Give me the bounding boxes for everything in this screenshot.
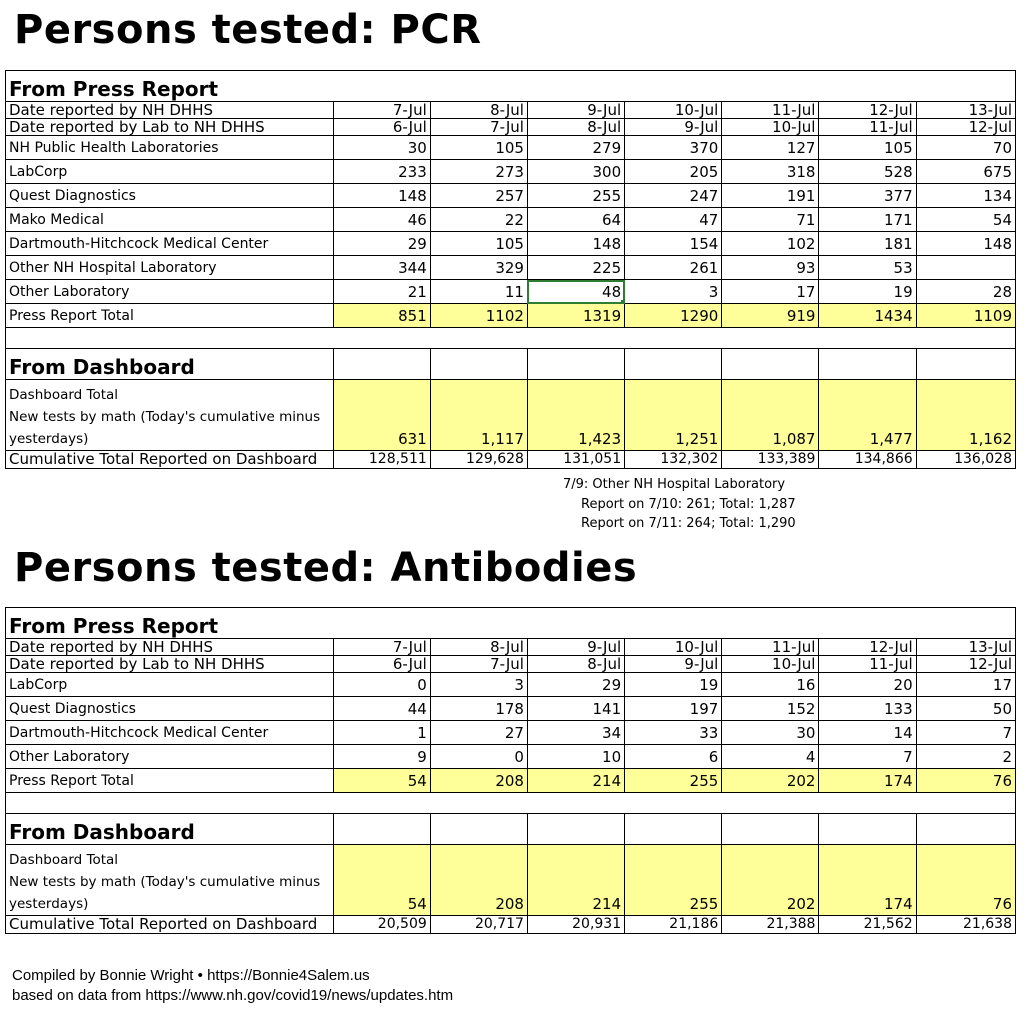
dashboard-total-row xyxy=(6,380,1016,451)
cumulative-cell[interactable]: 128,511 xyxy=(333,451,430,469)
data-cell[interactable]: 44 xyxy=(333,697,430,721)
data-cell[interactable]: 148 xyxy=(527,232,624,256)
row-label[interactable]: Other Laboratory xyxy=(6,745,334,769)
data-cell[interactable]: 318 xyxy=(722,160,819,184)
data-cell[interactable]: 105 xyxy=(430,136,527,160)
blank-row xyxy=(6,793,1016,814)
data-cell[interactable]: 279 xyxy=(527,136,624,160)
data-cell[interactable]: 71 xyxy=(722,208,819,232)
date-cell[interactable]: 11-Jul xyxy=(722,102,819,119)
date-cell[interactable]: 11-Jul xyxy=(819,119,916,136)
row-label[interactable]: Date reported by NH DHHS xyxy=(6,102,334,119)
cumulative-cell[interactable]: 21,186 xyxy=(625,916,722,934)
dashboard-cell[interactable]: 255 xyxy=(625,845,722,916)
section-header-row xyxy=(6,608,1016,639)
data-cell[interactable]: 273 xyxy=(430,160,527,184)
row-label[interactable]: Date reported by Lab to NH DHHS xyxy=(6,656,334,673)
blank-cell[interactable] xyxy=(6,793,1016,814)
data-cell[interactable]: 22 xyxy=(430,208,527,232)
data-cell[interactable]: 48 xyxy=(527,280,624,304)
section-header-row xyxy=(6,349,1016,380)
data-cell[interactable]: 64 xyxy=(527,208,624,232)
date-cell[interactable]: 10-Jul xyxy=(625,639,722,656)
date-cell[interactable]: 9-Jul xyxy=(625,656,722,673)
data-cell[interactable]: 70 xyxy=(916,136,1015,160)
empty-cell[interactable] xyxy=(625,814,722,845)
data-cell[interactable]: 152 xyxy=(722,697,819,721)
note-line: Report on 7/10: 261; Total: 1,287 xyxy=(581,496,796,512)
cumulative-cell[interactable]: 20,509 xyxy=(333,916,430,934)
lab-row xyxy=(6,745,1016,769)
total-cell[interactable]: 76 xyxy=(916,769,1015,793)
total-cell[interactable]: 1319 xyxy=(527,304,624,328)
data-cell[interactable]: 30 xyxy=(722,721,819,745)
dashboard-cell[interactable]: 1,117 xyxy=(430,380,527,451)
row-label[interactable]: Dartmouth-Hitchcock Medical Center xyxy=(6,232,334,256)
cumulative-cell[interactable]: 21,388 xyxy=(722,916,819,934)
data-cell[interactable]: 54 xyxy=(916,208,1015,232)
date-cell[interactable]: 8-Jul xyxy=(527,656,624,673)
data-cell[interactable]: 14 xyxy=(819,721,916,745)
dashboard-cell[interactable]: 76 xyxy=(916,845,1015,916)
data-cell[interactable]: 10 xyxy=(527,745,624,769)
lab-row xyxy=(6,256,1016,280)
empty-cell[interactable] xyxy=(527,349,624,380)
row-label-line: yesterdays) xyxy=(9,431,89,447)
row-label[interactable]: NH Public Health Laboratories xyxy=(6,136,334,160)
data-cell[interactable]: 261 xyxy=(625,256,722,280)
pcr-title: Persons tested: PCR xyxy=(14,7,482,53)
empty-cell[interactable] xyxy=(625,349,722,380)
total-cell[interactable]: 1109 xyxy=(916,304,1015,328)
data-cell[interactable]: 30 xyxy=(333,136,430,160)
data-cell[interactable]: 93 xyxy=(722,256,819,280)
row-label[interactable]: LabCorp xyxy=(6,160,334,184)
cumulative-cell[interactable]: 129,628 xyxy=(430,451,527,469)
row-label[interactable]: Cumulative Total Reported on Dashboard xyxy=(6,916,334,934)
data-cell[interactable]: 191 xyxy=(722,184,819,208)
date-cell[interactable]: 11-Jul xyxy=(819,656,916,673)
empty-cell[interactable] xyxy=(722,349,819,380)
total-cell[interactable]: 214 xyxy=(527,769,624,793)
row-label[interactable]: Mako Medical xyxy=(6,208,334,232)
date-cell[interactable]: 10-Jul xyxy=(722,119,819,136)
blank-row xyxy=(6,328,1016,349)
date-cell[interactable]: 7-Jul xyxy=(333,102,430,119)
total-cell[interactable]: 174 xyxy=(819,769,916,793)
data-cell[interactable]: 141 xyxy=(527,697,624,721)
date-cell[interactable]: 7-Jul xyxy=(430,119,527,136)
total-cell[interactable]: 202 xyxy=(722,769,819,793)
empty-cell[interactable] xyxy=(333,349,430,380)
dashboard-cell[interactable]: 1,162 xyxy=(916,380,1015,451)
dashboard-cell[interactable]: 1,423 xyxy=(527,380,624,451)
lab-row xyxy=(6,697,1016,721)
total-row xyxy=(6,304,1016,328)
dashboard-cell[interactable]: 54 xyxy=(333,845,430,916)
data-cell[interactable] xyxy=(916,256,1015,280)
row-label[interactable]: Cumulative Total Reported on Dashboard xyxy=(6,451,334,469)
cumulative-cell[interactable]: 20,931 xyxy=(527,916,624,934)
lab-row xyxy=(6,280,1016,304)
data-cell[interactable]: 127 xyxy=(722,136,819,160)
date-cell[interactable]: 11-Jul xyxy=(722,639,819,656)
data-cell[interactable]: 178 xyxy=(430,697,527,721)
empty-cell[interactable] xyxy=(430,349,527,380)
data-cell[interactable]: 675 xyxy=(916,160,1015,184)
row-label-line: New tests by math (Today's cumulative minus xyxy=(9,409,321,425)
data-cell[interactable]: 134 xyxy=(916,184,1015,208)
row-label[interactable]: Quest Diagnostics xyxy=(6,184,334,208)
date-cell[interactable]: 9-Jul xyxy=(527,102,624,119)
row-label-line: yesterdays) xyxy=(9,896,89,912)
date-cell[interactable]: 10-Jul xyxy=(625,102,722,119)
data-cell[interactable]: 11 xyxy=(430,280,527,304)
data-cell[interactable]: 329 xyxy=(430,256,527,280)
data-cell[interactable]: 27 xyxy=(430,721,527,745)
data-cell[interactable]: 148 xyxy=(333,184,430,208)
row-label[interactable] xyxy=(6,845,334,916)
row-label[interactable]: Press Report Total xyxy=(6,769,334,793)
data-cell[interactable]: 50 xyxy=(916,697,1015,721)
row-label[interactable]: Date reported by Lab to NH DHHS xyxy=(6,119,334,136)
data-cell[interactable]: 3 xyxy=(430,673,527,697)
date-cell[interactable]: 8-Jul xyxy=(430,639,527,656)
row-label[interactable]: Quest Diagnostics xyxy=(6,697,334,721)
data-cell[interactable]: 2 xyxy=(916,745,1015,769)
date-cell[interactable]: 6-Jul xyxy=(333,119,430,136)
row-label-line: Dashboard Total xyxy=(9,387,119,403)
row-label[interactable] xyxy=(6,380,334,451)
dashboard-cell[interactable]: 174 xyxy=(819,845,916,916)
data-cell[interactable]: 102 xyxy=(722,232,819,256)
section-header: From Dashboard xyxy=(6,814,334,845)
dashboard-cell[interactable]: 631 xyxy=(333,380,430,451)
empty-cell[interactable] xyxy=(430,814,527,845)
date-nh-row xyxy=(6,102,1016,119)
total-cell[interactable]: 1290 xyxy=(625,304,722,328)
section-header: From Press Report xyxy=(6,71,1016,102)
row-label-line: Dashboard Total xyxy=(9,852,119,868)
total-cell[interactable]: 1434 xyxy=(819,304,916,328)
date-cell[interactable]: 13-Jul xyxy=(916,639,1015,656)
data-cell[interactable]: 1 xyxy=(333,721,430,745)
data-cell[interactable]: 171 xyxy=(819,208,916,232)
data-cell[interactable]: 33 xyxy=(625,721,722,745)
empty-cell[interactable] xyxy=(916,349,1015,380)
row-label[interactable]: Date reported by NH DHHS xyxy=(6,639,334,656)
row-label-line: New tests by math (Today's cumulative minus xyxy=(9,874,321,890)
data-cell[interactable]: 20 xyxy=(819,673,916,697)
dashboard-total-row xyxy=(6,845,1016,916)
footer xyxy=(12,966,453,1006)
data-cell[interactable]: 19 xyxy=(819,280,916,304)
dashboard-cell[interactable]: 202 xyxy=(722,845,819,916)
total-cell[interactable]: 208 xyxy=(430,769,527,793)
data-cell[interactable]: 181 xyxy=(819,232,916,256)
data-cell[interactable]: 257 xyxy=(430,184,527,208)
date-cell[interactable]: 13-Jul xyxy=(916,102,1015,119)
cumulative-cell[interactable]: 136,028 xyxy=(916,451,1015,469)
data-cell[interactable]: 17 xyxy=(916,673,1015,697)
data-cell[interactable]: 16 xyxy=(722,673,819,697)
data-cell[interactable]: 6 xyxy=(625,745,722,769)
data-cell[interactable]: 21 xyxy=(333,280,430,304)
dashboard-cell[interactable]: 214 xyxy=(527,845,624,916)
date-cell[interactable]: 12-Jul xyxy=(819,102,916,119)
data-cell[interactable]: 205 xyxy=(625,160,722,184)
total-cell[interactable]: 919 xyxy=(722,304,819,328)
blank-cell[interactable] xyxy=(6,328,1016,349)
data-cell[interactable]: 148 xyxy=(916,232,1015,256)
date-cell[interactable]: 9-Jul xyxy=(527,639,624,656)
note-line: 7/9: Other NH Hospital Laboratory xyxy=(563,477,786,492)
date-lab-row xyxy=(6,656,1016,673)
date-lab-row xyxy=(6,119,1016,136)
antibodies-table xyxy=(5,607,1016,934)
section-header: From Press Report xyxy=(6,608,1016,639)
empty-cell[interactable] xyxy=(333,814,430,845)
empty-cell[interactable] xyxy=(819,349,916,380)
total-row xyxy=(6,769,1016,793)
total-cell[interactable]: 851 xyxy=(333,304,430,328)
total-cell[interactable]: 54 xyxy=(333,769,430,793)
row-label[interactable]: Dartmouth-Hitchcock Medical Center xyxy=(6,721,334,745)
row-label[interactable]: Other NH Hospital Laboratory xyxy=(6,256,334,280)
data-cell[interactable]: 370 xyxy=(625,136,722,160)
empty-cell[interactable] xyxy=(916,814,1015,845)
date-cell[interactable]: 10-Jul xyxy=(722,656,819,673)
data-cell[interactable]: 7 xyxy=(916,721,1015,745)
data-cell[interactable]: 377 xyxy=(819,184,916,208)
dashboard-cell[interactable]: 1,477 xyxy=(819,380,916,451)
total-cell[interactable]: 255 xyxy=(625,769,722,793)
date-cell[interactable]: 8-Jul xyxy=(430,102,527,119)
pcr-table xyxy=(5,70,1016,469)
data-cell[interactable]: 17 xyxy=(722,280,819,304)
date-cell[interactable]: 6-Jul xyxy=(333,656,430,673)
cumulative-row xyxy=(6,916,1016,934)
data-cell[interactable]: 197 xyxy=(625,697,722,721)
lab-row xyxy=(6,184,1016,208)
data-cell[interactable]: 344 xyxy=(333,256,430,280)
section-header-row xyxy=(6,814,1016,845)
data-cell[interactable]: 133 xyxy=(819,697,916,721)
date-cell[interactable]: 7-Jul xyxy=(333,639,430,656)
data-cell[interactable]: 528 xyxy=(819,160,916,184)
data-cell[interactable]: 225 xyxy=(527,256,624,280)
footer-credit: Compiled by Bonnie Wright • https://Bonnie4Salem.us xyxy=(12,967,370,984)
row-label[interactable]: Other Laboratory xyxy=(6,280,334,304)
data-cell[interactable]: 34 xyxy=(527,721,624,745)
cumulative-cell[interactable]: 20,717 xyxy=(430,916,527,934)
row-label[interactable]: LabCorp xyxy=(6,673,334,697)
data-cell[interactable]: 105 xyxy=(819,136,916,160)
cumulative-cell[interactable]: 133,389 xyxy=(722,451,819,469)
lab-row xyxy=(6,136,1016,160)
section-header-row xyxy=(6,71,1016,102)
pcr-note xyxy=(563,475,796,534)
note-line: Report on 7/11: 264; Total: 1,290 xyxy=(581,516,796,531)
antibodies-title: Persons tested: Antibodies xyxy=(14,545,638,591)
empty-cell[interactable] xyxy=(527,814,624,845)
dashboard-cell[interactable]: 1,251 xyxy=(625,380,722,451)
data-cell[interactable]: 255 xyxy=(527,184,624,208)
cumulative-cell[interactable]: 134,866 xyxy=(819,451,916,469)
cumulative-cell[interactable]: 131,051 xyxy=(527,451,624,469)
lab-row xyxy=(6,208,1016,232)
data-cell[interactable]: 3 xyxy=(625,280,722,304)
data-cell[interactable]: 7 xyxy=(819,745,916,769)
data-cell[interactable]: 9 xyxy=(333,745,430,769)
data-cell[interactable]: 53 xyxy=(819,256,916,280)
data-cell[interactable]: 28 xyxy=(916,280,1015,304)
data-cell[interactable]: 47 xyxy=(625,208,722,232)
date-nh-row xyxy=(6,639,1016,656)
data-cell[interactable]: 4 xyxy=(722,745,819,769)
data-cell[interactable]: 154 xyxy=(625,232,722,256)
date-cell[interactable]: 7-Jul xyxy=(430,656,527,673)
cumulative-cell[interactable]: 132,302 xyxy=(625,451,722,469)
lab-row xyxy=(6,721,1016,745)
data-cell[interactable]: 247 xyxy=(625,184,722,208)
date-cell[interactable]: 8-Jul xyxy=(527,119,624,136)
data-cell[interactable]: 29 xyxy=(333,232,430,256)
footer-source: based on data from https://www.nh.gov/covid19/news/updates.htm xyxy=(12,987,454,1004)
data-cell[interactable]: 233 xyxy=(333,160,430,184)
data-cell[interactable]: 300 xyxy=(527,160,624,184)
data-cell[interactable]: 29 xyxy=(527,673,624,697)
dashboard-cell[interactable]: 208 xyxy=(430,845,527,916)
cumulative-cell[interactable]: 21,562 xyxy=(819,916,916,934)
empty-cell[interactable] xyxy=(722,814,819,845)
section-header: From Dashboard xyxy=(6,349,334,380)
lab-row xyxy=(6,160,1016,184)
data-cell[interactable]: 0 xyxy=(430,745,527,769)
data-cell[interactable]: 46 xyxy=(333,208,430,232)
cumulative-cell[interactable]: 21,638 xyxy=(916,916,1015,934)
data-cell[interactable]: 0 xyxy=(333,673,430,697)
row-label[interactable]: Press Report Total xyxy=(6,304,334,328)
lab-row xyxy=(6,232,1016,256)
dashboard-cell[interactable]: 1,087 xyxy=(722,380,819,451)
date-cell[interactable]: 12-Jul xyxy=(916,656,1015,673)
lab-row xyxy=(6,673,1016,697)
total-cell[interactable]: 1102 xyxy=(430,304,527,328)
empty-cell[interactable] xyxy=(819,814,916,845)
data-cell[interactable]: 105 xyxy=(430,232,527,256)
cumulative-row xyxy=(6,451,1016,469)
data-cell[interactable]: 19 xyxy=(625,673,722,697)
date-cell[interactable]: 12-Jul xyxy=(916,119,1015,136)
date-cell[interactable]: 9-Jul xyxy=(625,119,722,136)
date-cell[interactable]: 12-Jul xyxy=(819,639,916,656)
